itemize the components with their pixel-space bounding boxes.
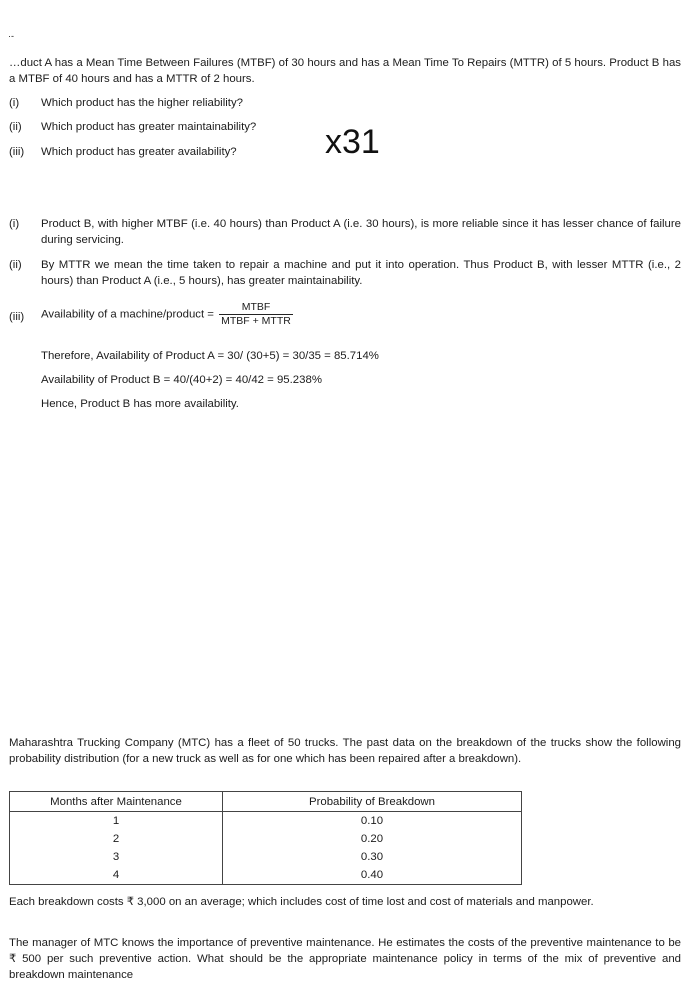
answer-number: (ii): [9, 259, 22, 271]
answer-iii: [9, 301, 681, 331]
corner-mark: ·‑: [8, 31, 14, 41]
table-cell: 4: [10, 866, 223, 885]
problem2-intro: Maharashtra Trucking Company (MTC) has a fleet of 50 trucks. The past data on the breakdown of the trucks show the following probability distribution (for a new truck as well as for one which has been repaired after a breakdown).: [9, 737, 681, 765]
breakdown-probability-table: [9, 791, 522, 885]
answer-number: (i): [9, 218, 20, 230]
table-header: Months after Maintenance: [10, 792, 223, 812]
question-number: (iii): [9, 146, 25, 158]
availability-formula: [41, 301, 681, 328]
table-cell: 1: [10, 812, 223, 831]
problem1-statement: …duct A has a Mean Time Between Failures (MTBF) of 30 hours and has a Mean Time To Repairs (MTTR) of 5 hours. Product B has a MTBF of 40 hours and has a MTTR of 2 hours.: [9, 57, 681, 85]
question-number: (ii): [9, 121, 22, 133]
table-row: [10, 866, 522, 885]
manager-text: The manager of MTC knows the importance of preventive maintenance. He estimates the costs of the preventive maintenance to be ₹ 500 per such preventive action. What should be the appropriate maintenance policy in terms of the mix of preventive and breakdown maintenance: [9, 937, 681, 981]
formula-numerator: MTBF: [219, 301, 293, 315]
answer-ii: [9, 257, 681, 291]
availability-product-b: Availability of Product B = 40/(40+2) = 40/42 = 95.238%: [41, 374, 322, 386]
answer-text: By MTTR we mean the time taken to repair a machine and put it into operation. Thus Product B, with lesser MTTR (i.e., 2 hours) than Product A (i.e., 5 hours), has greater maintainability.: [41, 259, 681, 287]
question-text: Which product has greater availability?: [41, 146, 237, 158]
table-row: [10, 848, 522, 866]
table-cell: 0.30: [223, 848, 522, 866]
table-row: [10, 830, 522, 848]
answer-text: Product B, with higher MTBF (i.e. 40 hours) than Product A (i.e. 30 hours), is more reliable since it has lesser chance of failure during servicing.: [41, 218, 681, 246]
table-cell: 2: [10, 830, 223, 848]
question-number: (i): [9, 97, 20, 109]
formula-denominator: MTBF + MTTR: [221, 315, 291, 327]
breakdown-cost-text: Each breakdown costs ₹ 3,000 on an average; which includes cost of time lost and cost of materials and manpower.: [9, 896, 594, 908]
table-cell: 0.10: [223, 812, 522, 831]
table-header-row: [10, 792, 522, 812]
availability-conclusion: Hence, Product B has more availability.: [41, 398, 239, 410]
answer-i: [9, 216, 681, 250]
table-cell: 0.40: [223, 866, 522, 885]
availability-product-a: Therefore, Availability of Product A = 30/ (30+5) = 30/35 = 85.714%: [41, 350, 379, 362]
question-text: Which product has greater maintainability?: [41, 121, 257, 133]
handwritten-note: x31: [325, 123, 380, 161]
table-row: [10, 812, 522, 831]
table-cell: 3: [10, 848, 223, 866]
answer-number: (iii): [9, 311, 25, 323]
table-header: Probability of Breakdown: [223, 792, 522, 812]
formula-fraction: [219, 301, 293, 328]
formula-lead: Availability of a machine/product =: [41, 308, 214, 321]
table-cell: 0.20: [223, 830, 522, 848]
question-text: Which product has the higher reliability?: [41, 97, 243, 109]
